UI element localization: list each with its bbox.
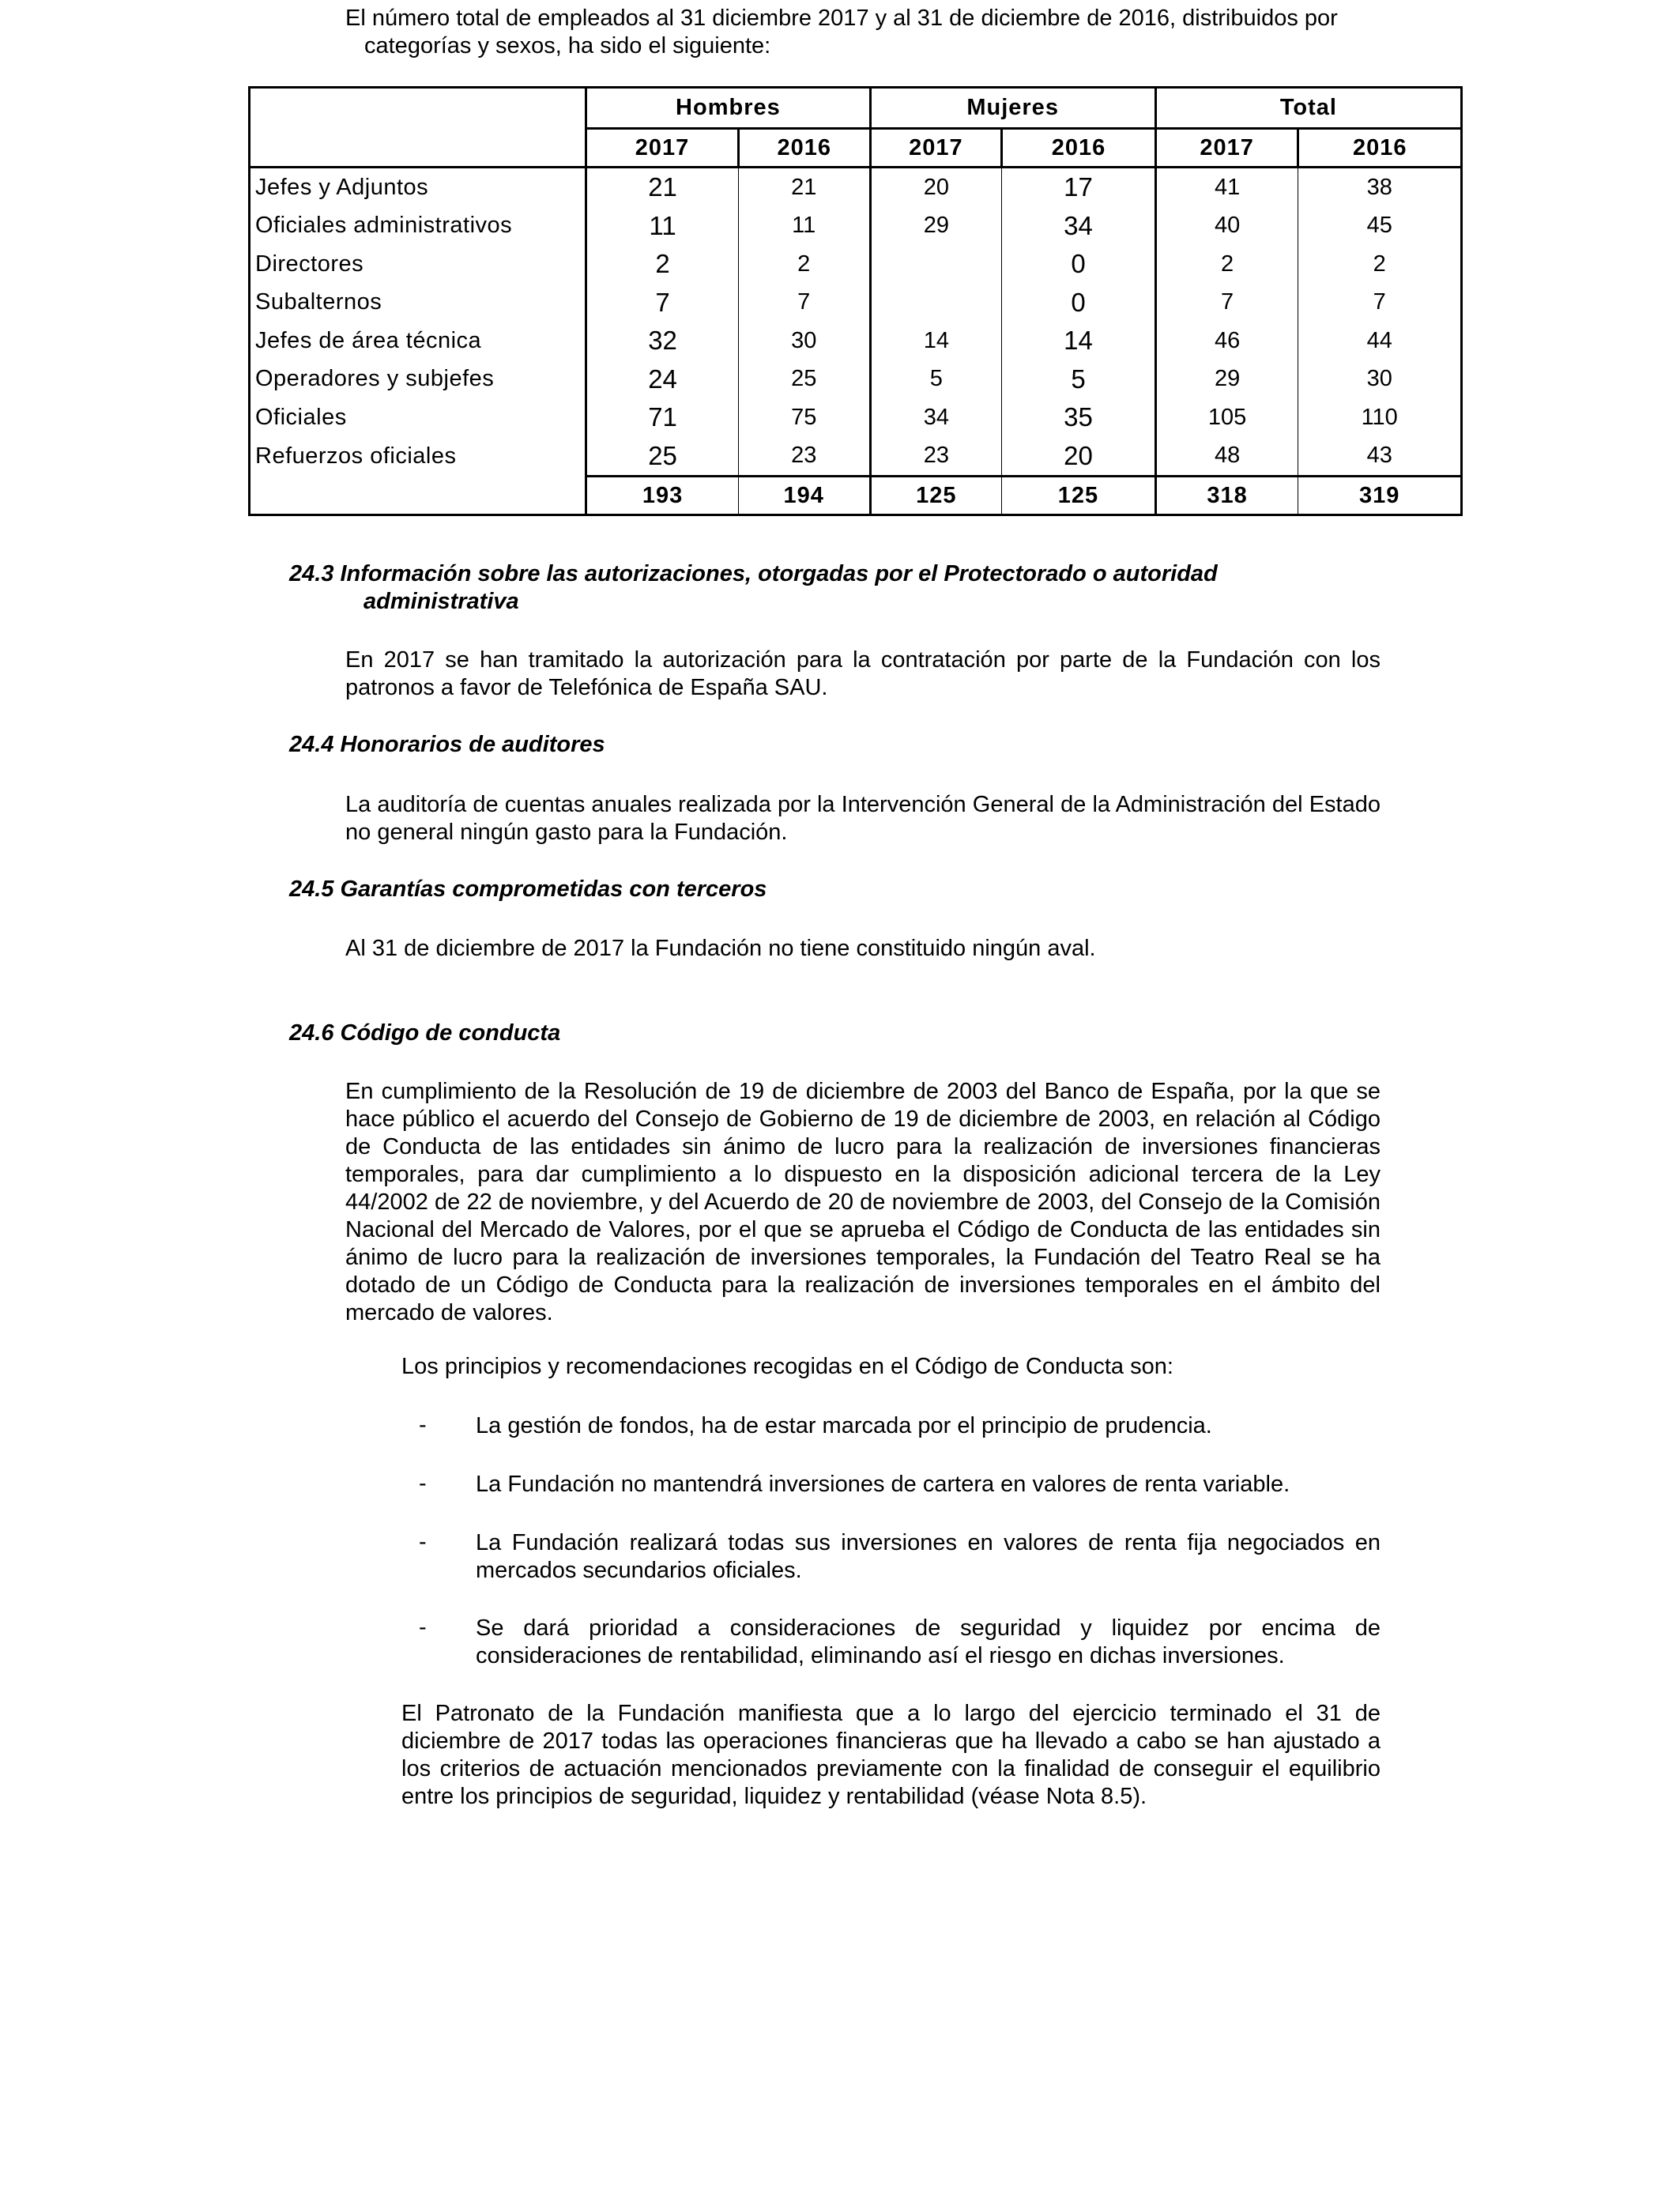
row-label: Subalternos [250, 284, 586, 322]
cell: 105 [1155, 398, 1298, 437]
bullet-dash: - [419, 1529, 427, 1555]
row-label: Jefes y Adjuntos [250, 168, 586, 207]
cell: 30 [738, 322, 870, 360]
row-label: Oficiales [250, 398, 586, 437]
cell: 0 [1002, 284, 1156, 322]
cell [870, 245, 1002, 284]
heading-24-3 [289, 560, 1218, 616]
cell: 32 [586, 322, 739, 360]
cell: 11 [738, 207, 870, 246]
cell: 5 [1002, 360, 1156, 399]
bullet-dash: - [419, 1471, 427, 1496]
cell: 44 [1298, 322, 1462, 360]
paragraph-24-4: La auditoría de cuentas anuales realizada por la Intervención General de la Administración del Estado no general ningún gasto para la Fundación. [345, 792, 1381, 845]
bullet-dash: - [419, 1412, 427, 1438]
row-label: Directores [250, 245, 586, 284]
heading-24-3-line-1: 24.3 Información sobre las autorizaciones, otorgadas por el Protectorado o autoridad [289, 561, 1218, 586]
cell: 7 [738, 284, 870, 322]
cell: 29 [1155, 360, 1298, 399]
table-group-header-row [250, 88, 1462, 129]
cell: 24 [586, 360, 739, 399]
cell: 21 [738, 168, 870, 207]
table-row [250, 322, 1462, 360]
table-row [250, 168, 1462, 207]
cell: 110 [1298, 398, 1462, 437]
cell: 20 [1002, 437, 1156, 477]
total-cell: 193 [586, 477, 739, 515]
paragraph-24-6: En cumplimiento de la Resolución de 19 de diciembre de 2003 del Banco de España, por la que se hace público el acuerdo del Consejo de Gobierno de 19 de diciembre de 2003, en relación al Código de Conducta de las entidades sin ánimo de lucro para la realización de inversiones financieras temporales, para dar cumplimiento a lo dispuesto en la disposición adicional tercera de la Ley 44/2002 de 22 de noviembre, y del Acuerdo de 20 de noviembre de 2003, del Consejo de la Comisión Nacional del Mercado de Valores, por el que se aprueba el Código de Conducta de las entidades sin ánimo de lucro para la realización de inversiones temporales, la Fundación del Teatro Real se ha dotado de un Código de Conducta para la realización de inversiones temporales en el ámbito del mercado de valores. [345, 1079, 1381, 1325]
cell: 2 [586, 245, 739, 284]
cell: 7 [1155, 284, 1298, 322]
row-label: Refuerzos oficiales [250, 437, 586, 477]
heading-24-5: 24.5 Garantías comprometidas con terceros [289, 876, 767, 902]
cell: 29 [870, 207, 1002, 246]
cell: 5 [870, 360, 1002, 399]
intro-paragraph [345, 5, 1381, 60]
cell: 45 [1298, 207, 1462, 246]
cell: 34 [1002, 207, 1156, 246]
heading-24-4: 24.4 Honorarios de auditores [289, 732, 605, 757]
table-total-row [250, 477, 1462, 515]
bullet-item: La Fundación no mantendrá inversiones de cartera en valores de renta variable. [476, 1472, 1290, 1497]
cell: 43 [1298, 437, 1462, 477]
cell: 21 [586, 168, 739, 207]
intro-line-2: categorías y sexos, ha sido el siguiente: [364, 33, 771, 58]
cell: 2 [1298, 245, 1462, 284]
year-header: 2016 [1298, 129, 1462, 168]
cell: 7 [586, 284, 739, 322]
heading-24-6: 24.6 Código de conducta [289, 1020, 561, 1046]
total-cell: 319 [1298, 477, 1462, 515]
year-header: 2017 [1155, 129, 1298, 168]
group-header-total: Total [1155, 88, 1461, 129]
cell: 71 [586, 398, 739, 437]
employees-table [248, 86, 1463, 516]
cell: 7 [1298, 284, 1462, 322]
cell: 38 [1298, 168, 1462, 207]
year-header: 2017 [586, 129, 739, 168]
total-cell: 125 [1002, 477, 1156, 515]
bullet-item: Se dará prioridad a consideraciones de seguridad y liquidez por encima de consideraciones de rentabilidad, eliminando así el riesgo en dichas inversiones. [476, 1615, 1381, 1668]
cell: 25 [738, 360, 870, 399]
closing-paragraph: El Patronato de la Fundación manifiesta que a lo largo del ejercicio terminado el 31 de diciembre de 2017 todas las operaciones financieras que ha llevado a cabo se han ajustado a los criterios de actuación mencionados previamente con la finalidad de conseguir el equilibrio entre los principios de seguridad, liquidez y rentabilidad (véase Nota 8.5). [401, 1701, 1381, 1809]
row-label: Oficiales administrativos [250, 207, 586, 246]
cell: 25 [586, 437, 739, 477]
cell: 35 [1002, 398, 1156, 437]
paragraph-24-3: En 2017 se han tramitado la autorización para la contratación por parte de la Fundación con los patronos a favor de Telefónica de España SAU. [345, 647, 1381, 700]
cell: 14 [1002, 322, 1156, 360]
cell: 23 [738, 437, 870, 477]
group-header-hombres: Hombres [586, 88, 870, 129]
intro-line-1: El número total de empleados al 31 diciembre 2017 y al 31 de diciembre de 2016, distribuidos por [345, 6, 1338, 31]
total-row-label-empty [250, 477, 586, 515]
cell: 41 [1155, 168, 1298, 207]
table-row [250, 437, 1462, 477]
total-cell: 318 [1155, 477, 1298, 515]
year-header: 2016 [1002, 129, 1156, 168]
cell: 17 [1002, 168, 1156, 207]
total-cell: 194 [738, 477, 870, 515]
group-header-mujeres: Mujeres [870, 88, 1155, 129]
cell: 75 [738, 398, 870, 437]
row-label: Operadores y subjefes [250, 360, 586, 399]
cell: 34 [870, 398, 1002, 437]
paragraph-24-5: Al 31 de diciembre de 2017 la Fundación no tiene constituido ningún aval. [345, 936, 1096, 961]
table-row [250, 207, 1462, 246]
row-label: Jefes de área técnica [250, 322, 586, 360]
table-row [250, 245, 1462, 284]
table-row [250, 398, 1462, 437]
principles-intro: Los principios y recomendaciones recogidas en el Código de Conducta son: [401, 1354, 1173, 1379]
cell: 0 [1002, 245, 1156, 284]
cell: 20 [870, 168, 1002, 207]
cell: 40 [1155, 207, 1298, 246]
year-header: 2017 [870, 129, 1002, 168]
year-header: 2016 [738, 129, 870, 168]
cell: 2 [1155, 245, 1298, 284]
table-row [250, 284, 1462, 322]
table-row [250, 360, 1462, 399]
cell: 2 [738, 245, 870, 284]
cell: 30 [1298, 360, 1462, 399]
cell: 11 [586, 207, 739, 246]
table-corner-cell [250, 88, 586, 168]
cell: 46 [1155, 322, 1298, 360]
heading-24-3-line-2: administrativa [363, 589, 519, 614]
total-cell: 125 [870, 477, 1002, 515]
cell: 14 [870, 322, 1002, 360]
bullet-item: La Fundación realizará todas sus inversiones en valores de renta fija negociados en mercados secundarios oficiales. [476, 1530, 1381, 1583]
cell: 48 [1155, 437, 1298, 477]
bullet-item: La gestión de fondos, ha de estar marcada por el principio de prudencia. [476, 1413, 1212, 1438]
cell: 23 [870, 437, 1002, 477]
cell [870, 284, 1002, 322]
bullet-dash: - [419, 1615, 427, 1640]
